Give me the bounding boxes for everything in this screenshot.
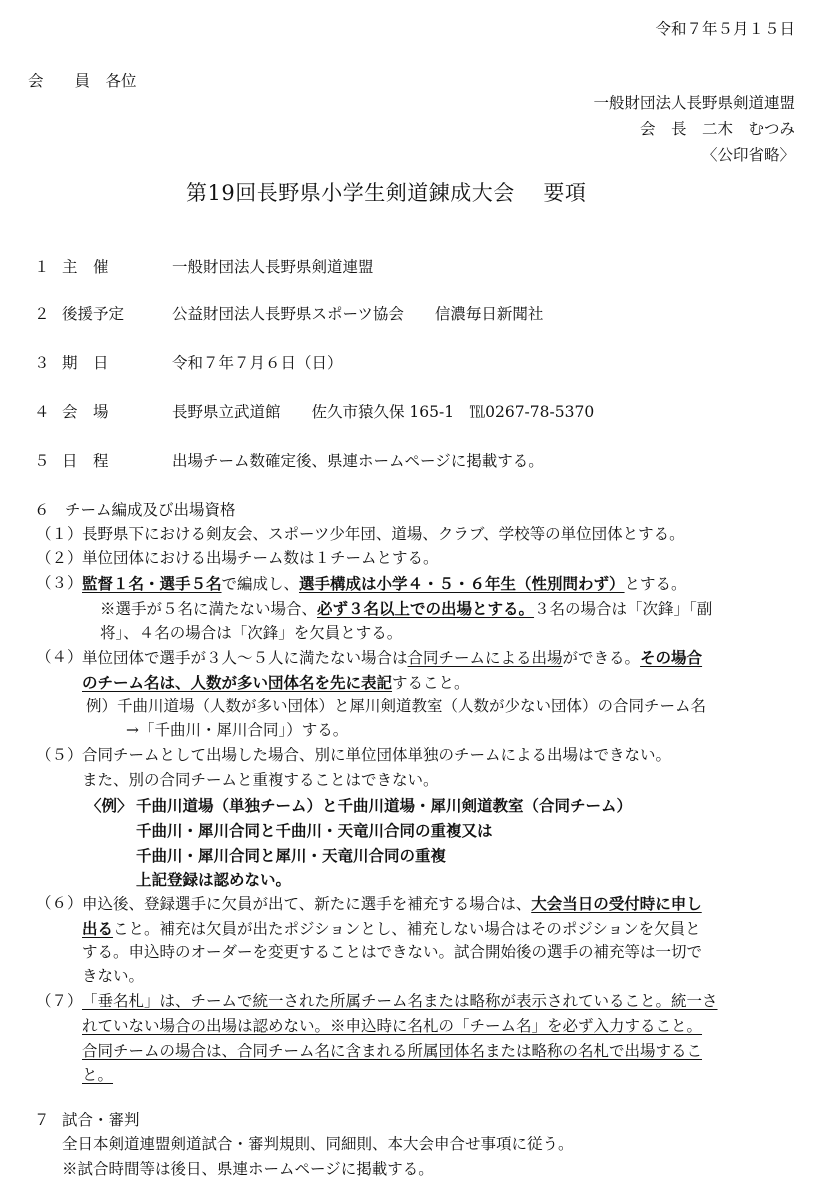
paragraph-number: （７） [36, 992, 83, 1010]
item-label: 日 程 [62, 452, 109, 470]
paragraph-5-example-line-3: 千曲川・犀川合同と犀川・天竜川合同の重複 [136, 846, 447, 865]
plain-text: ができる。 [562, 649, 641, 667]
president-name: 会 長 二木 むつみ [639, 120, 795, 138]
section-7-line-1: 全日本剣道連盟剣道試合・審判規則、同細則、本大会申合せ事項に従う。 [62, 1135, 574, 1153]
plain-text: 単位団体で選手が３人～５人に満たない場合は [82, 649, 408, 667]
seal-omitted-note: 〈公印省略〉 [701, 146, 795, 164]
paragraph-5-example-label: 〈例〉 [86, 796, 133, 815]
emphasis-text: のチーム名は、人数が多い団体名を先に表記 [82, 673, 393, 692]
paragraph-5-example-line-2: 千曲川・犀川合同と千曲川・天竜川合同の重複又は [136, 821, 493, 840]
paragraph-6-line-3: する。申込時のオーダーを変更することはできない。試合開始後の選手の補充等は一切で [82, 943, 703, 961]
paragraph-number: （１） [36, 525, 83, 543]
plain-text: こと。補充は欠員が出たポジションとし、補充しない場合はそのポジションを欠員と [113, 920, 701, 938]
paragraph-5-example-line-1: 千曲川道場（単独チーム）と千曲川道場・犀川剣道教室（合同チーム） [136, 796, 633, 815]
item-number: ４ [34, 403, 50, 421]
item-value: 公益財団法人長野県スポーツ協会 信濃毎日新聞社 [172, 305, 544, 323]
emphasis-text: 必ず３名以上での出場とする。 [317, 599, 535, 618]
paragraph-1-text: 長野県下における剣友会、スポーツ少年団、道場、クラブ、学校等の単位団体とする。 [82, 525, 685, 543]
emphasis-text: その場合 [640, 648, 703, 667]
addressee: 会 員 各位 [28, 72, 137, 90]
item-value: 長野県立武道館 佐久市猿久保 165-1 ℡0267-78-5370 [172, 403, 595, 421]
plain-text: とする。 [624, 575, 687, 593]
paragraph-4-example-line-2: →「千曲川・犀川合同」）する。 [126, 721, 349, 739]
emphasis-text: 合同チームによる出場 [407, 649, 563, 667]
item-value: 出場チーム数確定後、県連ホームページに掲載する。 [172, 452, 544, 470]
paragraph-number: （６） [36, 894, 83, 912]
paragraph-4-line-1 [82, 650, 702, 667]
section-7-number: ７ [34, 1111, 50, 1129]
plain-text: ※選手が５名に満たない場合、 [100, 600, 318, 618]
paragraph-6-line-2 [82, 921, 701, 938]
plain-text: すること。 [392, 674, 470, 692]
item-value: 一般財団法人長野県剣道連盟 [172, 258, 374, 276]
emphasis-text: 選手構成は小学４・５・６年生（性別問わず） [299, 574, 625, 593]
paragraph-number: （３） [36, 574, 83, 592]
emphasis-text: 出る [82, 919, 114, 938]
section-6-heading: ６ チーム編成及び出場資格 [34, 501, 236, 519]
item-number: ３ [34, 354, 50, 372]
section-7-heading: 試合・審判 [62, 1111, 140, 1129]
paragraph-3-line-3: 将」、４名の場合は「次鋒」を欠員とする。 [100, 624, 403, 642]
paragraph-7-line-1: 「垂名札」は、チームで統一された所属チーム名または略称が表示されていること。統一さ [82, 992, 718, 1010]
document-date: 令和７年５月１５日 [655, 20, 795, 38]
paragraph-4-example-line-1: 例）千曲川道場（人数が多い団体）と犀川剣道教室（人数が少ない団体）の合同チーム名 [86, 697, 707, 715]
plain-text: ３名の場合は「次鋒」「副 [534, 600, 713, 618]
paragraph-5-example-line-4: 上記登録は認めない。 [136, 870, 292, 889]
section-7-line-2: ※試合時間等は後日、県連ホームページに掲載する。 [62, 1160, 434, 1178]
paragraph-6-line-1 [82, 896, 702, 913]
paragraph-4-line-2 [82, 675, 470, 692]
plain-text: 申込後、登録選手に欠員が出て、新たに選手を補充する場合は、 [82, 895, 532, 913]
page-title: 第19回長野県小学生剣道錬成大会 要項 [186, 181, 587, 205]
paragraph-7-line-2: れていない場合の出場は認めない。※申込時に名札の「チーム名」を必ず入力すること。 [82, 1017, 703, 1035]
paragraph-number: （２） [36, 549, 83, 567]
paragraph-7-line-4: と。 [82, 1066, 114, 1084]
item-label: 主 催 [62, 258, 109, 276]
paragraph-number: （４） [36, 648, 83, 666]
emphasis-text: 大会当日の受付時に申し [531, 894, 702, 913]
paragraph-5-line-1: 合同チームとして出場した場合、別に単位団体単独のチームによる出場はできない。 [82, 746, 672, 764]
paragraph-7-line-3: 合同チームの場合は、合同チーム名に含まれる所属団体名または略称の名札で出場するこ [82, 1042, 703, 1060]
item-number: ５ [34, 452, 50, 470]
item-value: 令和７年７月６日（日） [172, 354, 343, 372]
paragraph-2-text: 単位団体における出場チーム数は１チームとする。 [82, 549, 439, 567]
emphasis-text: 監督１名・選手５名 [82, 574, 222, 593]
plain-text: で編成し、 [221, 575, 300, 593]
paragraph-3-line-1 [82, 576, 687, 593]
item-number: １ [34, 258, 50, 276]
paragraph-number: （５） [36, 746, 83, 764]
item-number: ２ [34, 305, 50, 323]
issuing-organization: 一般財団法人長野県剣道連盟 [593, 94, 795, 112]
item-label: 期 日 [62, 354, 109, 372]
paragraph-5-line-2: また、別の合同チームと重複することはできない。 [82, 771, 439, 789]
paragraph-6-line-4: きない。 [82, 967, 145, 985]
paragraph-3-line-2 [100, 601, 712, 618]
item-label: 会 場 [62, 403, 109, 421]
item-label: 後援予定 [62, 305, 125, 323]
